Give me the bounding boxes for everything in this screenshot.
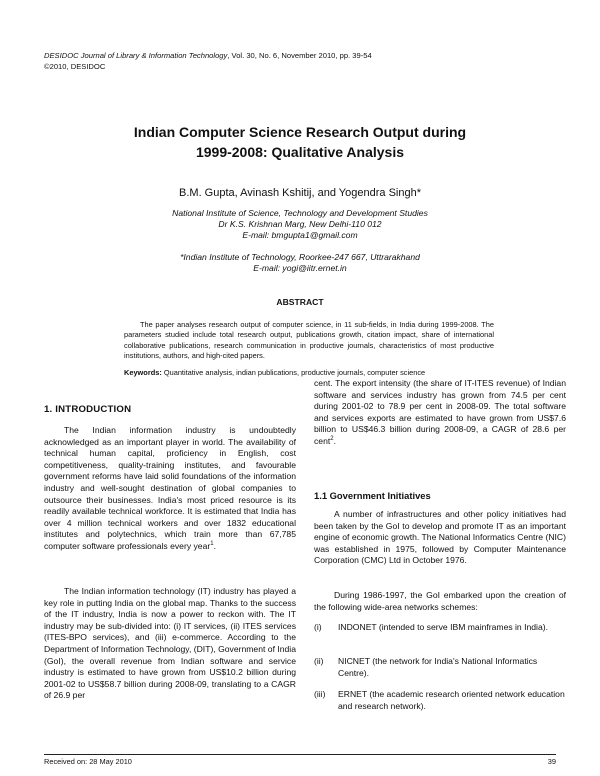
citation-line xyxy=(44,50,372,61)
section-heading-introduction: 1. INTRODUCTION xyxy=(44,404,132,415)
keywords-text: Quantitative analysis, indian publications, productive journals, computer science xyxy=(161,368,426,377)
list-item-number: (i) xyxy=(314,622,322,632)
list-item-text: NICNET (the network for India's National Informatics Centre). xyxy=(338,656,538,678)
page-number: 39 xyxy=(547,757,556,766)
intro-paragraph-2-continued xyxy=(314,378,566,448)
abstract-heading: ABSTRACT xyxy=(276,297,324,307)
government-paragraph-2: During 1986-1997, the GoI embarked upon the creation of the following wide-area networks schemes: xyxy=(314,590,566,612)
affiliation-1-line-2: Dr K.S. Krishnan Marg, New Delhi-110 012 xyxy=(218,219,382,230)
list-item xyxy=(314,656,566,680)
copyright: ©2010, DESIDOC xyxy=(44,62,106,71)
affiliation-2-email: E-mail: yogi@iitr.ernet.in xyxy=(253,263,347,274)
list-item-number: (ii) xyxy=(314,656,324,666)
title-line-1: Indian Computer Science Research Output during xyxy=(133,124,467,140)
affiliation-1-email: E-mail: bmgupta1@gmail.com xyxy=(242,230,358,241)
list-item-text: ERNET (the academic research oriented network education and research network). xyxy=(338,689,565,711)
intro-paragraph-1-text: The Indian information industry is undoubtedly acknowledged as an important player in world. The availability of technical human capital, proficiency in English, cost competitiveness, quality-training institutes, and favourable government reforms have laid solid foundations of the information industry and well-sought destination of global companies to outsource their businesses. India's most priced resource is its readily available technical workforce. It is estimated that India has over 4 million technical workers and over 1832 educational institutes and polytechnics, which train more than 67,785 computer software professionals every year xyxy=(44,425,296,551)
footer-divider xyxy=(44,754,556,755)
affiliation-2 xyxy=(60,252,540,274)
reference-1: 1 xyxy=(210,541,214,548)
list-item-number: (iii) xyxy=(314,689,326,699)
list-item-text: INDONET (intended to serve IBM mainframes in India). xyxy=(338,622,548,632)
intro-paragraph-1-end: . xyxy=(213,540,216,551)
continued-end: . xyxy=(333,435,336,446)
list-item xyxy=(314,689,566,713)
received-date: Received on: 28 May 2010 xyxy=(44,757,132,766)
affiliation-1 xyxy=(60,208,540,242)
list-item xyxy=(314,622,566,646)
keywords-label: Keywords: xyxy=(124,368,162,377)
author-list: B.M. Gupta, Avinash Kshitij, and Yogendra Singh* xyxy=(179,187,421,199)
volume-info: , Vol. 30, No. 6, November 2010, pp. 39-54 xyxy=(227,51,372,60)
title-line-2: 1999-2008: Qualitative Analysis xyxy=(195,144,405,160)
intro-paragraph-2: The Indian information technology (IT) industry has played a key role in putting India on the global map. Thanks to the success of the IT industry, India is now a power to reckon with. The IT industry may be sub-divided into: (i) IT services, (ii) ITES services (ITES-BPO services), and (iii) e-commerce. According to the Department of Information Technology, (DIT), Government of India (GoI), the overall revenue from Indian software and service industry is estimated to have grown from US$10.2 billion during 2001-02 to US$58.7 billion during 2008-09, translating to a CAGR of 26.9 per xyxy=(44,586,296,701)
reference-2: 2 xyxy=(330,436,334,443)
subsection-heading-government-initiatives: 1.1 Government Initiatives xyxy=(314,490,431,501)
keywords xyxy=(124,368,504,378)
continued-text: cent. The export intensity (the share of IT-ITES revenue) of Indian software and services industry has grown from 74.5 per cent during 2001-02 to 78.9 per cent in 2008-09. The total software and services exports are estimated to have grown from US$7.6 billion to US$46.3 billion during 2008-09, a CAGR of 28.6 per cent xyxy=(314,378,566,446)
abstract-text: The paper analyses research output of computer science, in 11 sub-fields, in India during 1999-2008. The parameters studied include total research output, publications growth, citation impact, share of international collaborative publications, research communication in productive journals, characteristics of most productive institutions, authors, and high-cited papers. xyxy=(124,320,494,361)
affiliation-1-line-1: National Institute of Science, Technology and Development Studies xyxy=(172,208,428,218)
journal-name: DESIDOC Journal of Library & Information Technology xyxy=(44,51,228,60)
running-header xyxy=(44,50,372,72)
government-paragraph-1: A number of infrastructures and other policy initiatives had been taken by the GoI to develop and promote IT as an important engine of economic growth. The National Informatics Centre (NIC) was established in 1975, followed by Computer Maintenance Corporation (CMC) Ltd in October 1976. xyxy=(314,509,566,566)
affiliation-2-line-1: *Indian Institute of Technology, Roorkee-247 667, Uttrarakhand xyxy=(180,252,420,262)
intro-paragraph-1 xyxy=(44,425,296,553)
paper-title xyxy=(60,122,540,162)
